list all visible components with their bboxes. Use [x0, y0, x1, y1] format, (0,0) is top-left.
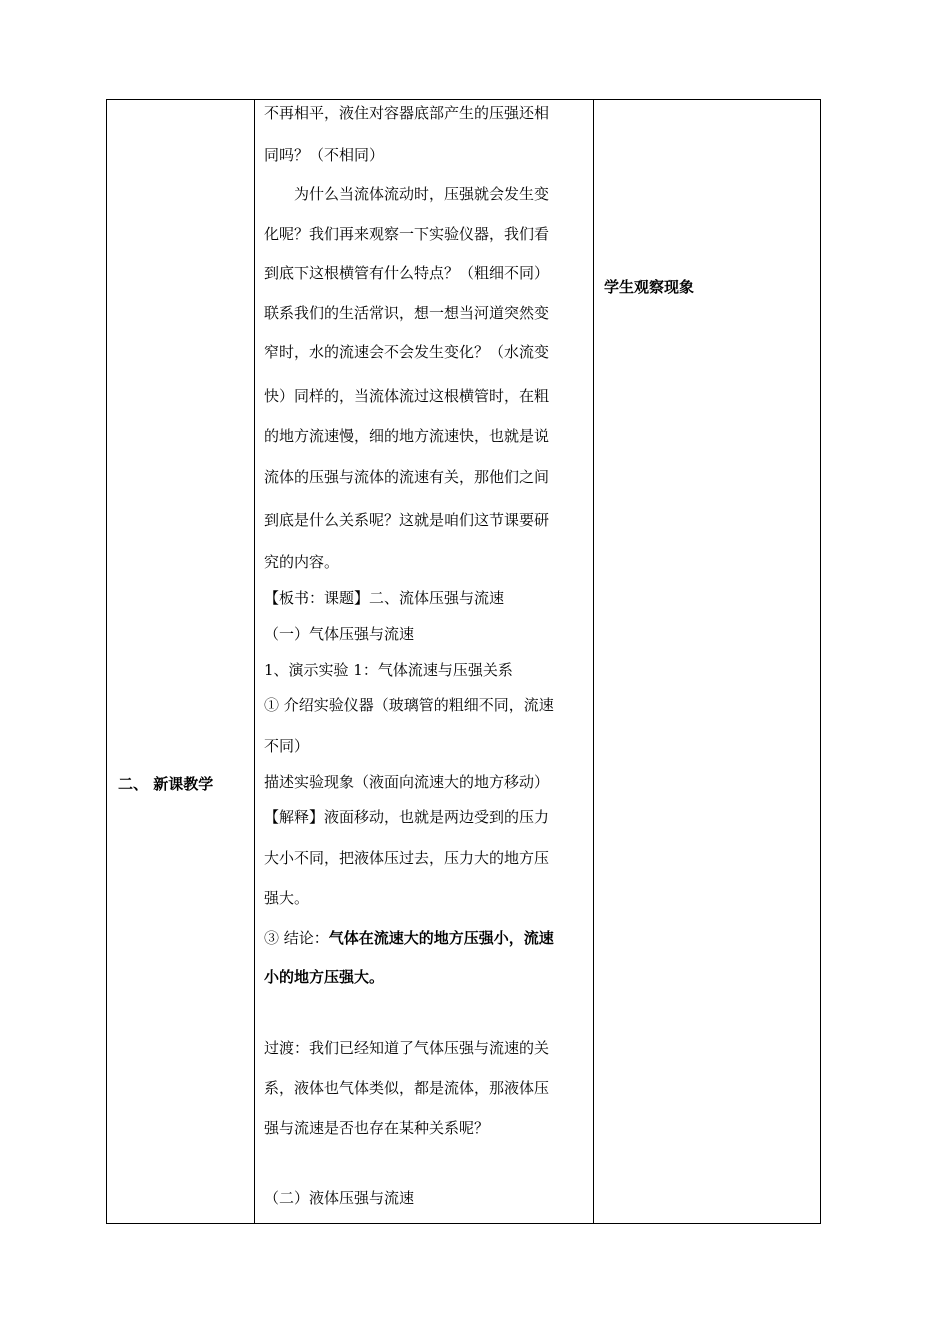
text-line: 【板书：课题】二、流体压强与流速: [264, 589, 505, 607]
conclusion-bold-line: 小的地方压强大。: [264, 968, 385, 986]
text-line: 到底下这根横管有什么特点？（粗细不同）: [264, 264, 550, 282]
text-line: 究的内容。: [264, 553, 340, 571]
text-line: 大小不同，把液体压过去，压力大的地方压: [264, 849, 550, 867]
text-line: 强大。: [264, 889, 310, 907]
text-line: 过渡：我们已经知道了气体压强与流速的关: [264, 1039, 550, 1057]
notes-cell: [594, 100, 820, 1223]
text-line: 【解释】液面移动，也就是两边受到的压力: [264, 808, 550, 826]
text-line: 不同）: [264, 737, 310, 755]
text-line: 联系我们的生活常识，想一想当河道突然变: [264, 304, 550, 322]
text-line: 1、演示实验 1：气体流速与压强关系: [264, 661, 513, 679]
text-line: 为什么当流体流动时，压强就会发生变: [294, 185, 550, 203]
text-line: 系，液体也气体类似，都是流体，那液体压: [264, 1079, 550, 1097]
text-line: 窄时，水的流速会不会发生变化？（水流变: [264, 343, 550, 361]
text-line: （一）气体压强与流速: [264, 625, 415, 643]
section-label: 二、 新课教学: [118, 775, 214, 793]
section-cell: [107, 100, 254, 1223]
text-line: （二）液体压强与流速: [264, 1189, 415, 1207]
conclusion-line: [264, 928, 554, 948]
conclusion-prefix: ③ 结论：: [264, 929, 329, 947]
text-line: 不再相平，液住对容器底部产生的压强还相: [264, 104, 550, 122]
text-line: 流体的压强与流体的流速有关，那他们之间: [264, 468, 550, 486]
text-line: 强与流速是否也存在某种关系呢？: [264, 1119, 490, 1137]
student-activity-note: 学生观察现象: [604, 278, 695, 296]
text-line: 同吗？（不相同）: [264, 146, 385, 164]
content-cell: [255, 100, 593, 1223]
lesson-table: [106, 99, 821, 1224]
text-line: 的地方流速慢，细的地方流速快，也就是说: [264, 427, 550, 445]
text-line: 描述实验现象（液面向流速大的地方移动）: [264, 773, 550, 791]
text-line: 化呢？我们再来观察一下实验仪器，我们看: [264, 225, 550, 243]
text-line: 快）同样的，当流体流过这根横管时，在粗: [264, 387, 550, 405]
text-line: 到底是什么关系呢？这就是咱们这节课要研: [264, 511, 550, 529]
text-line: ① 介绍实验仪器（玻璃管的粗细不同，流速: [264, 696, 554, 714]
conclusion-bold-text: 气体在流速大的地方压强小，流速: [328, 929, 554, 947]
